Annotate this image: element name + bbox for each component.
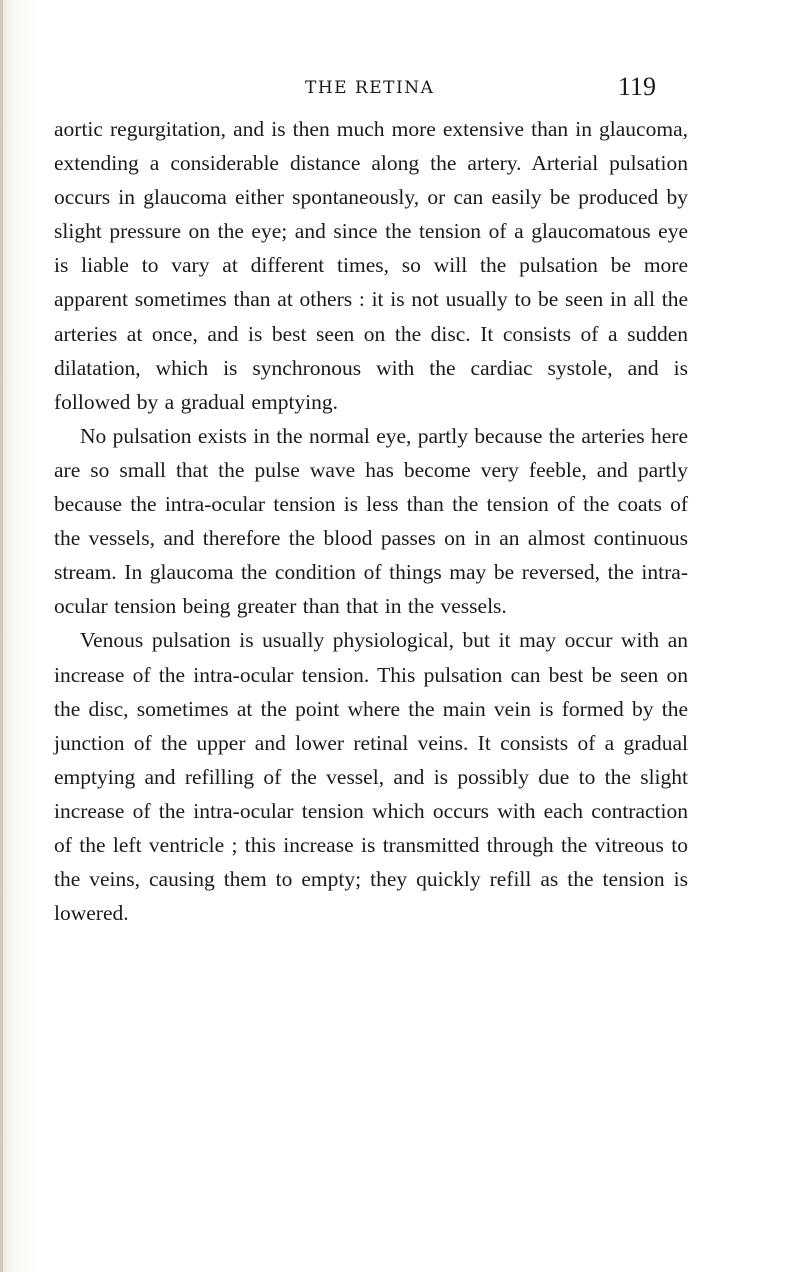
paragraph-venous-pulsation: Venous pulsation is usually physiological, but it may occur with an increase of the intra-ocular tension. This pulsation can best be seen on the disc, sometimes at the point where the main vein is formed by the junction of the upper and lower retinal veins. It consists of a gradual emptying and refilling of the vessel, and is possibly due to the slight increase of the intra-ocular tension which occurs with each contraction of the left ventricle ; this increase is transmitted through the vitreous to the veins, causing them to empty; they quickly refill as the tension is lowered.	[54, 628, 688, 926]
running-head-title: THE RETINA	[305, 78, 435, 98]
paragraph-aortic-regurgitation: aortic regurgitation, and is then much more extensive than in glaucoma, extending a considerable distance along the artery. Arterial pulsation occurs in glaucoma either spontaneously, or can easily be produced by slight pressure on the eye; and since the tension of a glaucomatous eye is liable to vary at different times, so will the pulsation be more apparent sometimes than at others : it is not usually to be seen in all the arteries at once, and is best seen on the disc. It consists of a sudden dilatation, which is synchronous with the cardiac systole, and is followed by a gradual emptying.	[54, 117, 688, 414]
paragraph-no-pulsation: No pulsation exists in the normal eye, partly because the arteries here are so small that the pulse wave has become very feeble, and partly because the intra-ocular tension is less than the tension of the coats of the vessels, and therefore the blood passes on in an almost continuous stream. In glaucoma the condition of things may be reversed, the intra-ocular tension being greater than that in the vessels.	[54, 423, 689, 619]
page-number: 119	[618, 72, 657, 101]
page-gutter-edge	[0, 0, 3, 1272]
body-text	[54, 112, 688, 930]
running-header	[0, 72, 800, 102]
